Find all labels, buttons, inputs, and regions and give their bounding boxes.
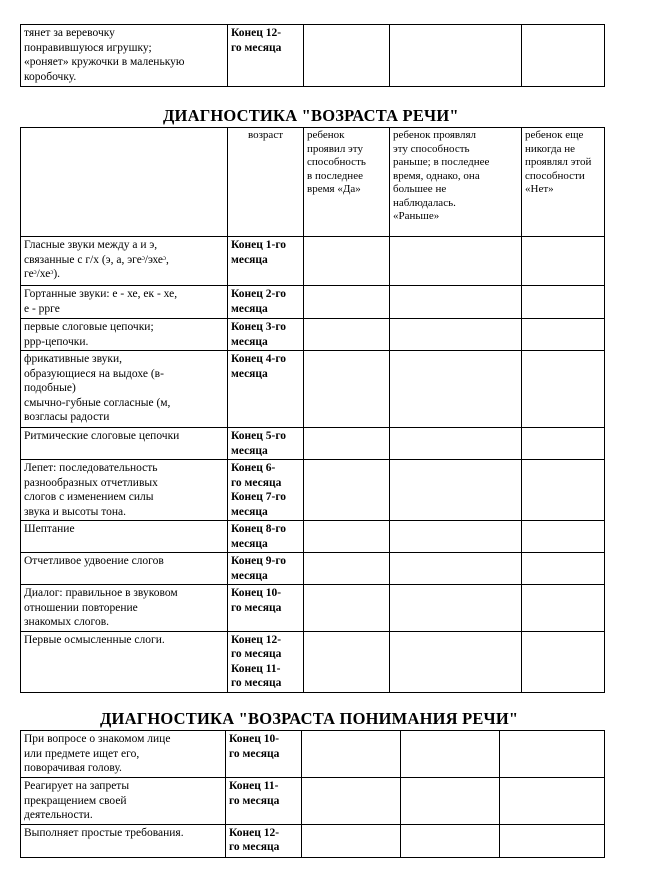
skill-text: е - ррге bbox=[24, 302, 60, 315]
answer-cell-earlier bbox=[401, 778, 500, 825]
answer-cell-yes bbox=[302, 731, 401, 778]
header-text: способность bbox=[307, 156, 366, 168]
skill-text: тянет за веревочку bbox=[24, 27, 115, 39]
header-text: в последнее bbox=[307, 169, 363, 182]
age-text: Конец 4-го bbox=[231, 353, 287, 365]
header-text: время «Да» bbox=[307, 183, 361, 195]
answer-cell-earlier bbox=[401, 824, 500, 857]
age-cell bbox=[226, 824, 302, 857]
skill-text: Гортанные звуки: е - хе, ек - хе, bbox=[24, 288, 178, 300]
skill-text: Лепет: последовательность bbox=[24, 462, 158, 474]
speech-age-table bbox=[20, 127, 605, 693]
header-text: время, однако, она bbox=[393, 169, 480, 182]
answer-cell-earlier bbox=[390, 585, 522, 632]
answer-cell-yes bbox=[304, 585, 390, 632]
answer-cell-no bbox=[522, 286, 605, 319]
table-row bbox=[21, 460, 605, 521]
age-text: Конец 11- bbox=[229, 780, 279, 792]
age-text: месяца bbox=[231, 505, 268, 518]
skill-text: Реагирует на запреты bbox=[24, 780, 130, 792]
age-cell bbox=[228, 631, 304, 692]
skill-text: «роняет» кружочки в маленькую bbox=[24, 56, 185, 68]
answer-cell-no bbox=[500, 824, 605, 857]
skill-text: коробочку. bbox=[24, 70, 77, 83]
skill-text: ррр-цепочки. bbox=[24, 335, 89, 348]
age-text: Конец 12- bbox=[229, 826, 280, 839]
age-text: месяца bbox=[231, 335, 268, 348]
answer-cell-no bbox=[522, 319, 605, 351]
age-text: Конец 8-го bbox=[231, 523, 287, 535]
skill-text: поворачивая голову. bbox=[24, 762, 122, 774]
header-text: «Нет» bbox=[525, 183, 554, 195]
table-row bbox=[21, 553, 605, 585]
answer-cell-no bbox=[522, 460, 605, 521]
age-cell bbox=[228, 25, 304, 87]
answer-cell-earlier bbox=[390, 319, 522, 351]
age-cell bbox=[228, 351, 304, 428]
age-text: го месяца bbox=[231, 601, 282, 614]
answer-cell-no bbox=[522, 585, 605, 632]
skill-text: знакомых слогов. bbox=[24, 616, 110, 628]
skill-cell bbox=[21, 553, 228, 585]
header-text: эту способность bbox=[393, 142, 470, 155]
age-text: Конец 3-го bbox=[231, 321, 287, 333]
answer-cell-earlier bbox=[390, 428, 522, 460]
skill-cell bbox=[21, 778, 226, 825]
skill-text: геᵓ/хеᵓ). bbox=[24, 268, 61, 280]
answer-cell-no bbox=[522, 553, 605, 585]
age-text: Конец 10- bbox=[229, 733, 280, 745]
answer-cell-no bbox=[522, 428, 605, 460]
table-row bbox=[21, 428, 605, 460]
table-row bbox=[21, 778, 605, 825]
age-text: Конец 11- bbox=[231, 662, 281, 675]
age-text: Конец 9-го bbox=[231, 555, 287, 567]
age-text: Конец 5-го bbox=[231, 430, 287, 442]
answer-cell-no bbox=[522, 351, 605, 428]
skill-text: Гласные звуки между а и э, bbox=[24, 239, 158, 251]
header-age-text: возраст bbox=[247, 129, 284, 141]
age-text: месяца bbox=[231, 253, 268, 266]
age-text: Конец 12- bbox=[231, 27, 282, 39]
skill-text: понравившуюся игрушку; bbox=[24, 41, 152, 54]
answer-cell-earlier bbox=[390, 237, 522, 286]
skill-cell bbox=[21, 460, 228, 521]
table-row bbox=[21, 585, 605, 632]
table-row bbox=[21, 731, 605, 778]
header-text: проявлял этой bbox=[525, 156, 592, 168]
skill-cell bbox=[21, 521, 228, 553]
table-row bbox=[21, 25, 605, 87]
age-text: го месяца bbox=[229, 794, 280, 807]
skill-text: отношении повторение bbox=[24, 601, 138, 614]
header-text: «Раньше» bbox=[393, 210, 440, 222]
skill-cell bbox=[21, 824, 226, 857]
answer-cell-no bbox=[500, 731, 605, 778]
skill-cell bbox=[21, 237, 228, 286]
header-skill-cell bbox=[21, 128, 228, 237]
header-never-cell bbox=[522, 128, 605, 237]
answer-cell-yes bbox=[304, 319, 390, 351]
answer-cell-earlier bbox=[390, 25, 522, 87]
answer-cell-earlier bbox=[390, 351, 522, 428]
understanding-age-table bbox=[20, 730, 605, 858]
age-text: го месяца bbox=[231, 41, 282, 54]
skill-text: Шептание bbox=[24, 523, 75, 535]
skill-cell bbox=[21, 286, 228, 319]
header-earlier-cell bbox=[390, 128, 522, 237]
understanding-age-title: ДИАГНОСТИКА "ВОЗРАСТА ПОНИМАНИЯ РЕЧИ" bbox=[100, 709, 519, 728]
answer-cell-yes bbox=[304, 351, 390, 428]
age-text: го месяца bbox=[229, 747, 280, 760]
answer-cell-yes bbox=[304, 553, 390, 585]
header-text: большее не bbox=[393, 183, 447, 195]
header-text: ребенок bbox=[307, 129, 345, 141]
answer-cell-earlier bbox=[390, 631, 522, 692]
skill-text: подобные) bbox=[24, 382, 76, 394]
table-row bbox=[21, 286, 605, 319]
table-row bbox=[21, 631, 605, 692]
answer-cell-no bbox=[522, 521, 605, 553]
skill-text: разнообразных отчетливых bbox=[24, 476, 158, 489]
age-text: Конец 2-го bbox=[231, 288, 287, 300]
answer-cell-yes bbox=[304, 460, 390, 521]
age-text: го месяца bbox=[231, 476, 282, 489]
age-text: го месяца bbox=[231, 677, 282, 689]
skill-text: прекращением своей bbox=[24, 794, 127, 807]
age-cell bbox=[226, 731, 302, 778]
answer-cell-no bbox=[522, 237, 605, 286]
answer-cell-earlier bbox=[390, 521, 522, 553]
answer-cell-no bbox=[522, 631, 605, 692]
age-cell bbox=[228, 237, 304, 286]
table-row bbox=[21, 351, 605, 428]
skill-text: деятельности. bbox=[24, 809, 93, 821]
age-cell bbox=[228, 460, 304, 521]
answer-cell-no bbox=[522, 25, 605, 87]
answer-cell-earlier bbox=[390, 553, 522, 585]
skill-text: связанные с г/х (э, а, эгеᵓ/эхеᵓ, bbox=[24, 253, 169, 266]
skill-text: Отчетливое удвоение слогов bbox=[24, 555, 164, 567]
age-text: месяца bbox=[231, 302, 268, 315]
header-text: раньше; в последнее bbox=[393, 156, 490, 168]
age-text: месяца bbox=[231, 569, 268, 582]
skill-cell bbox=[21, 585, 228, 632]
age-cell bbox=[228, 428, 304, 460]
header-recent-cell bbox=[304, 128, 390, 237]
answer-cell-no bbox=[500, 778, 605, 825]
age-cell bbox=[226, 778, 302, 825]
age-text: Конец 7-го bbox=[231, 491, 287, 503]
skill-text: образующиеся на выдохе (в- bbox=[24, 367, 164, 380]
answer-cell-yes bbox=[304, 25, 390, 87]
answer-cell-earlier bbox=[390, 460, 522, 521]
header-text: проявил эту bbox=[307, 142, 363, 155]
age-text: месяца bbox=[231, 367, 268, 380]
header-text: наблюдалась. bbox=[393, 196, 456, 209]
table-row bbox=[21, 319, 605, 351]
top-table bbox=[20, 24, 605, 87]
skill-text: Выполняет простые требования. bbox=[24, 826, 184, 839]
answer-cell-yes bbox=[304, 521, 390, 553]
answer-cell-yes bbox=[302, 778, 401, 825]
age-cell bbox=[228, 521, 304, 553]
skill-text: смычно-губные согласные (м, bbox=[24, 396, 171, 409]
age-cell bbox=[228, 286, 304, 319]
answer-cell-yes bbox=[304, 631, 390, 692]
skill-text: Первые осмысленные слоги. bbox=[24, 633, 165, 646]
skill-text: первые слоговые цепочки; bbox=[24, 321, 154, 333]
age-text: Конец 10- bbox=[231, 587, 282, 599]
skill-cell bbox=[21, 631, 228, 692]
age-text: Конец 6- bbox=[231, 462, 276, 474]
header-text: способности bbox=[525, 169, 585, 182]
skill-cell bbox=[21, 428, 228, 460]
skill-text: звука и высоты тона. bbox=[24, 505, 126, 518]
table-row bbox=[21, 521, 605, 553]
skill-cell bbox=[21, 731, 226, 778]
age-cell bbox=[228, 319, 304, 351]
age-cell bbox=[228, 585, 304, 632]
answer-cell-yes bbox=[302, 824, 401, 857]
answer-cell-earlier bbox=[401, 731, 500, 778]
age-cell bbox=[228, 553, 304, 585]
skill-text: фрикативные звуки, bbox=[24, 353, 122, 365]
answer-cell-yes bbox=[304, 286, 390, 319]
answer-cell-yes bbox=[304, 237, 390, 286]
answer-cell-earlier bbox=[390, 286, 522, 319]
skill-text: слогов с изменением силы bbox=[24, 491, 154, 503]
header-text: ребенок еще bbox=[525, 129, 584, 141]
skill-cell bbox=[21, 25, 228, 87]
skill-text: При вопросе о знакомом лице bbox=[24, 733, 171, 745]
header-text: никогда не bbox=[525, 142, 576, 155]
skill-cell bbox=[21, 319, 228, 351]
age-text: го месяца bbox=[229, 841, 280, 853]
table-row bbox=[21, 824, 605, 857]
header-age-cell bbox=[228, 128, 304, 237]
skill-text: Ритмические слоговые цепочки bbox=[24, 430, 180, 442]
skill-text: Диалог: правильное в звуковом bbox=[24, 587, 178, 599]
age-text: месяца bbox=[231, 444, 268, 457]
skill-text: или предмете ищет его, bbox=[24, 747, 140, 760]
speech-age-title: ДИАГНОСТИКА "ВОЗРАСТА РЕЧИ" bbox=[163, 106, 459, 125]
age-text: го месяца bbox=[231, 648, 282, 660]
header-text: ребенок проявлял bbox=[393, 129, 477, 141]
skill-text: возгласы радости bbox=[24, 411, 110, 423]
table-row bbox=[21, 237, 605, 286]
age-text: Конец 12- bbox=[231, 633, 282, 646]
age-text: Конец 1-го bbox=[231, 239, 287, 251]
age-text: месяца bbox=[231, 537, 268, 550]
skill-cell bbox=[21, 351, 228, 428]
answer-cell-yes bbox=[304, 428, 390, 460]
header-row bbox=[21, 128, 605, 237]
